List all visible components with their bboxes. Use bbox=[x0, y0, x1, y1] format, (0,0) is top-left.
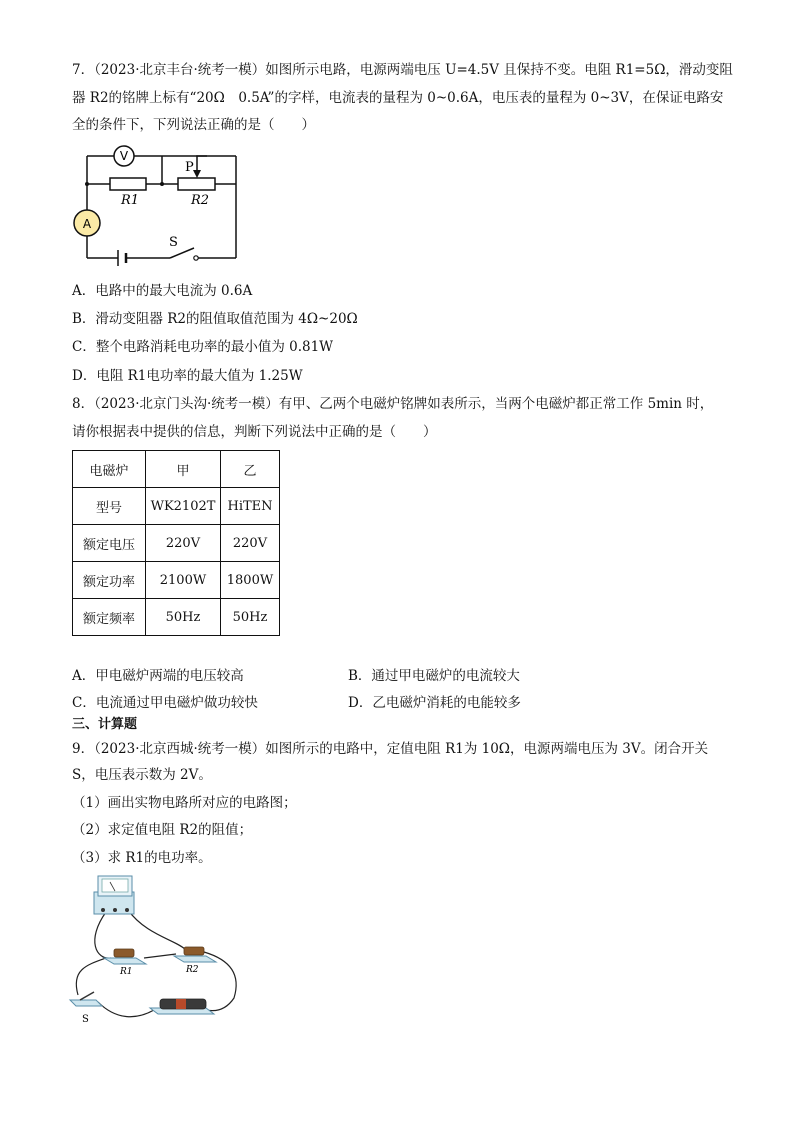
q7-text-line-2: 器 R2的铭牌上标有“20Ω 0.5A”的字样，电流表的量程为 0~0.6A，电压表的量程为 0~3V，在保证电路安 bbox=[72, 90, 724, 106]
q9-part-3: （3）求 R1的电功率。 bbox=[72, 850, 212, 866]
battery-holder bbox=[150, 999, 214, 1014]
q9-part-2: （2）求定值电阻 R2的阻值； bbox=[72, 822, 253, 838]
table-row bbox=[73, 451, 280, 488]
table-cell: 1800W bbox=[221, 562, 280, 599]
q7-circuit-diagram bbox=[70, 142, 245, 274]
q8-option-d: D．乙电磁炉消耗的电能较多 bbox=[348, 695, 521, 711]
wire bbox=[76, 958, 106, 995]
q7-option-c: C．整个电路消耗电功率的最小值为 0.81W bbox=[72, 339, 334, 355]
table-cell: 额定频率 bbox=[73, 599, 146, 636]
q7-text-line-1: 7．（2023·北京丰台·统考一模）如图所示电路，电源两端电压 U=4.5V 且保持不变。电阻 R1=5Ω，滑动变阻 bbox=[72, 62, 733, 78]
q9-text-line-1: 9．（2023·北京西城·统考一模）如图所示的电路中，定值电阻 R1为 10Ω，电源两端电压为 3V。闭合开关 bbox=[72, 741, 709, 757]
induction-cooker-spec-table bbox=[72, 450, 280, 636]
table-cell: 乙 bbox=[221, 451, 280, 488]
rheostat-r2 bbox=[178, 178, 215, 190]
wire bbox=[98, 1002, 154, 1017]
section-heading: 三、计算题 bbox=[72, 717, 138, 732]
table-row bbox=[73, 525, 280, 562]
q8-option-a: A．甲电磁炉两端的电压较高 bbox=[72, 668, 244, 684]
q7-option-a: A．电路中的最大电流为 0.6A bbox=[72, 283, 253, 299]
table-row bbox=[73, 488, 280, 525]
ammeter-label: A bbox=[82, 217, 92, 231]
wire bbox=[144, 954, 176, 958]
slider-wire bbox=[197, 156, 207, 172]
r1-label: R1 bbox=[121, 193, 140, 208]
q9-physical-circuit-illustration bbox=[66, 870, 246, 1025]
voltmeter-device bbox=[94, 876, 134, 914]
wire bbox=[128, 910, 186, 950]
q8-text-line-2: 请你根据表中提供的信息，判断下列说法中正确的是（ ） bbox=[72, 424, 437, 440]
switch-contact bbox=[194, 256, 198, 260]
table-cell: 额定功率 bbox=[73, 562, 146, 599]
wire bbox=[95, 912, 111, 958]
table-row bbox=[73, 562, 280, 599]
junction-dot bbox=[160, 182, 164, 186]
switch-label: S bbox=[169, 235, 178, 250]
voltmeter-label: V bbox=[119, 149, 129, 163]
table-cell: 220V bbox=[146, 525, 221, 562]
table-cell: WK2102T bbox=[146, 488, 221, 525]
r2-photo-label: R2 bbox=[186, 965, 199, 975]
resistor-r1-device bbox=[104, 949, 146, 964]
slider-arrow-icon bbox=[193, 170, 201, 178]
table-cell: HiTEN bbox=[221, 488, 280, 525]
table-cell: 50Hz bbox=[221, 599, 280, 636]
slider-label: P bbox=[185, 160, 194, 175]
r1-photo-label: R1 bbox=[120, 967, 133, 977]
resistor-r1 bbox=[110, 178, 146, 190]
table-cell: 型号 bbox=[73, 488, 146, 525]
table-cell: 电磁炉 bbox=[73, 451, 146, 488]
q8-option-c: C．电流通过甲电磁炉做功较快 bbox=[72, 695, 258, 711]
q7-text-line-3: 全的条件下，下列说法正确的是（ ） bbox=[72, 117, 315, 133]
table-cell: 额定电压 bbox=[73, 525, 146, 562]
switch-device bbox=[70, 992, 102, 1006]
q8-option-b: B．通过甲电磁炉的电流较大 bbox=[348, 668, 520, 684]
junction-dot bbox=[85, 182, 89, 186]
table-cell: 甲 bbox=[146, 451, 221, 488]
table-row bbox=[73, 599, 280, 636]
r2-label: R2 bbox=[191, 193, 210, 208]
q7-option-d: D．电阻 R1电功率的最大值为 1.25W bbox=[72, 368, 303, 384]
table-cell: 50Hz bbox=[146, 599, 221, 636]
q9-part-1: （1）画出实物电路所对应的电路图； bbox=[72, 795, 297, 811]
q7-option-b: B．滑动变阻器 R2的阻值取值范围为 4Ω~20Ω bbox=[72, 311, 358, 327]
q9-text-line-2: S，电压表示数为 2V。 bbox=[72, 767, 212, 783]
table-cell: 220V bbox=[221, 525, 280, 562]
q8-text-line-1: 8．（2023·北京门头沟·统考一模）有甲、乙两个电磁炉铭牌如表所示，当两个电磁炉都正常工作 5min 时， bbox=[72, 396, 714, 412]
switch-photo-label: S bbox=[82, 1014, 89, 1025]
table-cell: 2100W bbox=[146, 562, 221, 599]
